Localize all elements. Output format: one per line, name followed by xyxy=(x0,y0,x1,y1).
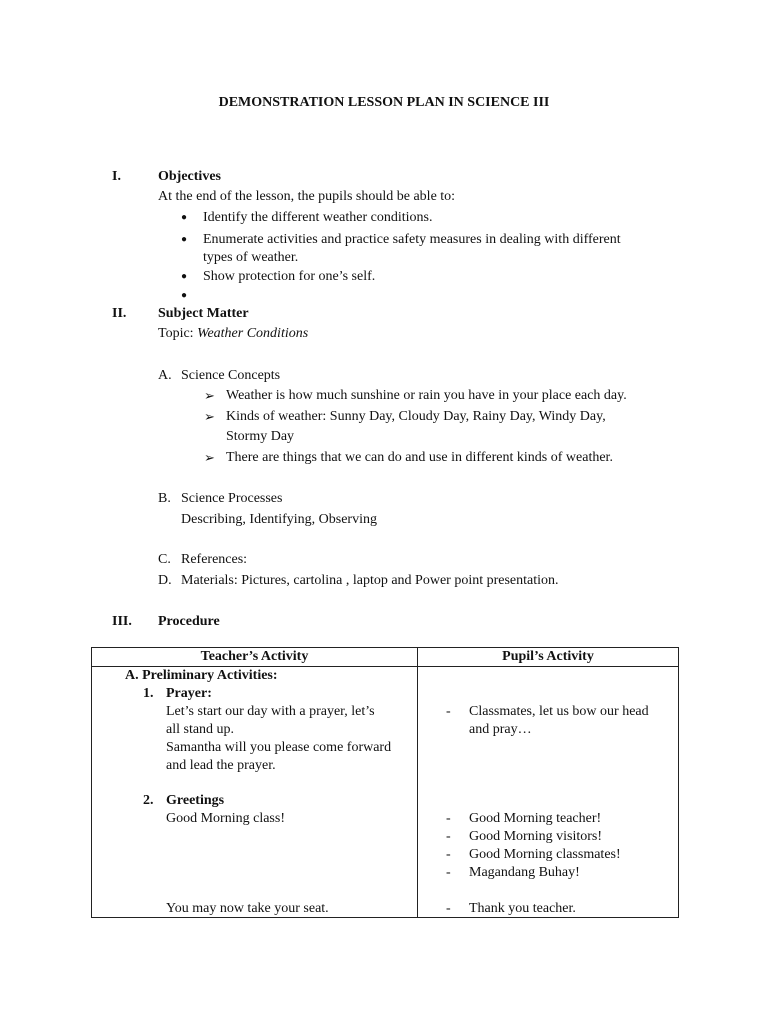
materials-text: Materials: Pictures, cartolina , laptop and Power point presentation. xyxy=(181,573,559,588)
teacher-activity-cell xyxy=(92,667,418,918)
objective-item: Show protection for one’s self. xyxy=(203,269,376,284)
subject-matter-heading: Subject Matter xyxy=(158,306,249,321)
bullet-icon: ● xyxy=(181,234,188,245)
pupil-activity-cell xyxy=(418,667,679,918)
dash-bullet: - xyxy=(446,847,451,862)
dash-bullet: - xyxy=(446,865,451,880)
procedure-heading: Procedure xyxy=(158,614,220,629)
prayer-line: and lead the prayer. xyxy=(166,758,276,773)
objectives-number: I. xyxy=(112,169,121,184)
greetings-number: 2. xyxy=(143,793,154,808)
concepts-heading: Science Concepts xyxy=(181,368,281,383)
pupil-prayer-line: and pray… xyxy=(469,722,532,737)
pupil-greeting-line: Magandang Buhay! xyxy=(469,865,580,880)
concept-item: There are things that we can do and use in different kinds of weather. xyxy=(226,450,613,465)
document-title: DEMONSTRATION LESSON PLAN IN SCIENCE III xyxy=(218,95,550,110)
topic-line xyxy=(158,325,308,343)
objectives-heading: Objectives xyxy=(158,169,221,184)
arrow-bullet-icon: ➢ xyxy=(204,450,215,465)
objective-item: Identify the different weather conditions. xyxy=(203,210,433,225)
subject-matter-number: II. xyxy=(112,306,127,321)
dash-bullet: - xyxy=(446,811,451,826)
prayer-line: all stand up. xyxy=(166,722,235,737)
procedure-table xyxy=(91,647,679,918)
references-text: References: xyxy=(181,552,248,567)
concept-item: Kinds of weather: Sunny Day, Cloudy Day, Rainy Day, Windy Day, xyxy=(226,409,606,424)
arrow-bullet-icon: ➢ xyxy=(204,388,215,403)
concept-item-continued: Stormy Day xyxy=(226,429,295,444)
dash-bullet: - xyxy=(446,704,451,719)
bullet-icon: ● xyxy=(181,271,188,282)
references-letter: C. xyxy=(158,552,171,567)
concept-item: Weather is how much sunshine or rain you have in your place each day. xyxy=(226,388,627,403)
objective-item-continued: types of weather. xyxy=(203,250,299,265)
processes-letter: B. xyxy=(158,491,171,506)
topic-label: Topic: xyxy=(158,326,198,341)
take-seat-line: You may now take your seat. xyxy=(166,901,329,916)
pupil-seat-line: Thank you teacher. xyxy=(469,901,576,916)
pupil-greeting-line: Good Morning teacher! xyxy=(469,811,602,826)
prayer-heading: Prayer: xyxy=(166,686,212,701)
objective-item: Enumerate activities and practice safety measures in dealing with different xyxy=(203,232,621,247)
dash-bullet: - xyxy=(446,901,451,916)
prayer-line: Samantha will you please come forward xyxy=(166,740,392,755)
teacher-activity-header: Teacher’s Activity xyxy=(92,648,418,667)
procedure-number: III. xyxy=(112,614,132,629)
pupil-greeting-line: Good Morning visitors! xyxy=(469,829,602,844)
topic-value: Weather Conditions xyxy=(197,326,309,341)
dash-bullet: - xyxy=(446,829,451,844)
bullet-icon: ● xyxy=(181,290,188,301)
processes-text: Describing, Identifying, Observing xyxy=(181,512,377,527)
concepts-letter: A. xyxy=(158,368,172,383)
processes-heading: Science Processes xyxy=(181,491,283,506)
prayer-number: 1. xyxy=(143,686,154,701)
greetings-line: Good Morning class! xyxy=(166,811,285,826)
bullet-icon: ● xyxy=(181,212,188,223)
objectives-intro: At the end of the lesson, the pupils should be able to: xyxy=(158,189,456,204)
greetings-heading: Greetings xyxy=(166,793,225,808)
pupil-greeting-line: Good Morning classmates! xyxy=(469,847,621,862)
materials-letter: D. xyxy=(158,573,172,588)
pupil-activity-header: Pupil’s Activity xyxy=(418,648,679,667)
prayer-line: Let’s start our day with a prayer, let’s xyxy=(166,704,375,719)
arrow-bullet-icon: ➢ xyxy=(204,409,215,424)
preliminary-activities-heading: A. Preliminary Activities: xyxy=(125,668,278,683)
pupil-prayer-line: Classmates, let us bow our head xyxy=(469,704,649,719)
